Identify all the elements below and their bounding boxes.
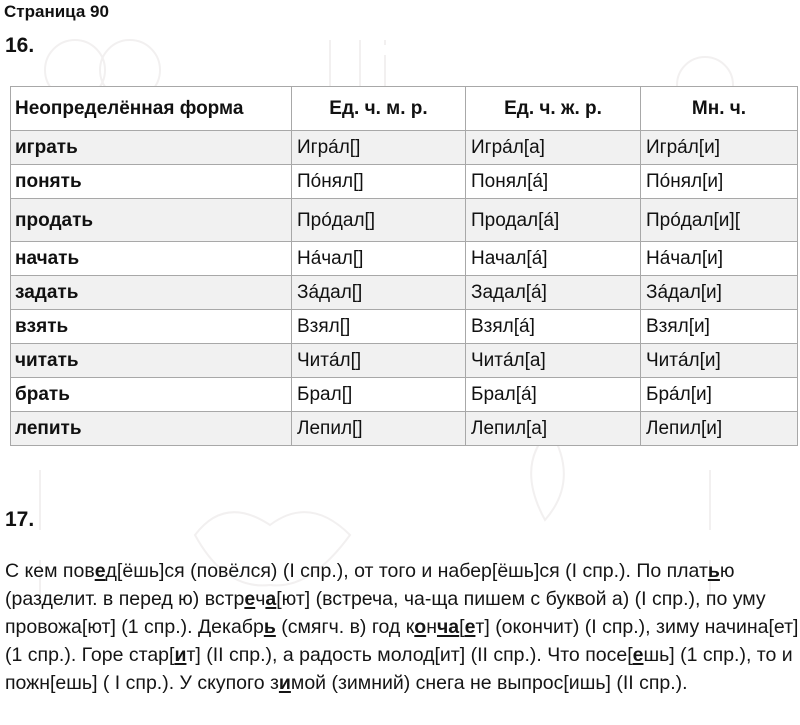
highlighted-letter: е [244,588,256,610]
table-row [11,242,798,276]
task-17-text [5,557,800,697]
text-segment: т] (окончит) (I спр.), зиму начина[ет] (1 спр.). Горе стар[ [5,616,799,666]
highlighted-letter: о [414,616,427,638]
header-singular-masculine: Ед. ч. м. р. [292,87,466,131]
header-singular-feminine: Ед. ч. ж. р. [466,87,641,131]
text-segment: ю (разделит. в перед ю) встр [5,560,735,610]
masculine-form-cell: Игрáл[] [292,131,466,165]
highlighted-letter: е [94,560,106,582]
table-header-row [11,87,798,131]
infinitive-cell: брать [11,378,292,412]
masculine-form-cell: Взял[] [292,310,466,344]
highlighted-letter: е [464,616,476,638]
plural-form-cell: Прóдал[и][ [641,199,798,242]
task-16-number: 16. [5,34,35,57]
highlighted-letter: ча [436,616,460,638]
infinitive-cell: начать [11,242,292,276]
feminine-form-cell: Взял[á] [466,310,641,344]
table-row [11,310,798,344]
plural-form-cell: Игрáл[и] [641,131,798,165]
plural-form-cell: Нáчал[и] [641,242,798,276]
infinitive-cell: понять [11,165,292,199]
plural-form-cell: Брáл[и] [641,378,798,412]
masculine-form-cell: Нáчал[] [292,242,466,276]
highlighted-letter: и [174,644,187,666]
plural-form-cell: Взял[и] [641,310,798,344]
infinitive-cell: взять [11,310,292,344]
feminine-form-cell: Понял[á] [466,165,641,199]
infinitive-cell: продать [11,199,292,242]
infinitive-cell: читать [11,344,292,378]
table-row [11,412,798,446]
plural-form-cell: Зáдал[и] [641,276,798,310]
header-infinitive: Неопределённая форма [11,87,292,131]
infinitive-cell: играть [11,131,292,165]
masculine-form-cell: Зáдал[] [292,276,466,310]
feminine-form-cell: Лепил[а] [466,412,641,446]
masculine-form-cell: Прóдал[] [292,199,466,242]
header-plural: Мн. ч. [641,87,798,131]
text-segment: мой (зимний) снега не выпрос[ишь] (II спр.). [290,672,688,694]
text-segment: н [426,616,437,638]
highlighted-letter: е [632,644,644,666]
feminine-form-cell: Игрáл[а] [466,131,641,165]
table-row [11,131,798,165]
verb-forms-table [10,86,798,446]
feminine-form-cell: Продал[á] [466,199,641,242]
table-row [11,199,798,242]
infinitive-cell: задать [11,276,292,310]
infinitive-cell: лепить [11,412,292,446]
text-segment: С кем пов [5,560,95,582]
highlighted-letter: ь [707,560,720,582]
masculine-form-cell: Пóнял[] [292,165,466,199]
highlighted-letter: а [265,588,277,610]
text-segment: д[ёшь]ся (повёлся) (I спр.), от того и набер[ёшь]ся (I спр.). По плат [105,560,708,582]
text-segment: ч [255,588,266,610]
text-segment: [ют] (встреча, ча-ща пишем с буквой а) (I спр.), по уму провожа[ют] (1 спр.). Декабр [5,588,766,638]
table-row [11,165,798,199]
task-17-number: 17. [5,508,35,531]
plural-form-cell: Читáл[и] [641,344,798,378]
plural-form-cell: Пóнял[и] [641,165,798,199]
masculine-form-cell: Брал[] [292,378,466,412]
text-segment: (смягч. в) год к [275,616,415,638]
masculine-form-cell: Читáл[] [292,344,466,378]
masculine-form-cell: Лепил[] [292,412,466,446]
text-segment: т] (II спр.), а радость молод[ит] (II спр.). Что посе[ [186,644,633,666]
text-segment: [ [459,616,465,638]
feminine-form-cell: Начал[á] [466,242,641,276]
highlighted-letter: ь [263,616,276,638]
table-row [11,344,798,378]
feminine-form-cell: Читáл[а] [466,344,641,378]
table-row [11,378,798,412]
text-segment: шь] (1 спр.), то и пожн[ешь] ( I спр.). У скупого з [5,644,793,694]
table-row [11,276,798,310]
highlighted-letter: и [278,672,291,694]
feminine-form-cell: Брал[á] [466,378,641,412]
feminine-form-cell: Задал[á] [466,276,641,310]
plural-form-cell: Лепил[и] [641,412,798,446]
page-title: Страница 90 [4,2,109,21]
